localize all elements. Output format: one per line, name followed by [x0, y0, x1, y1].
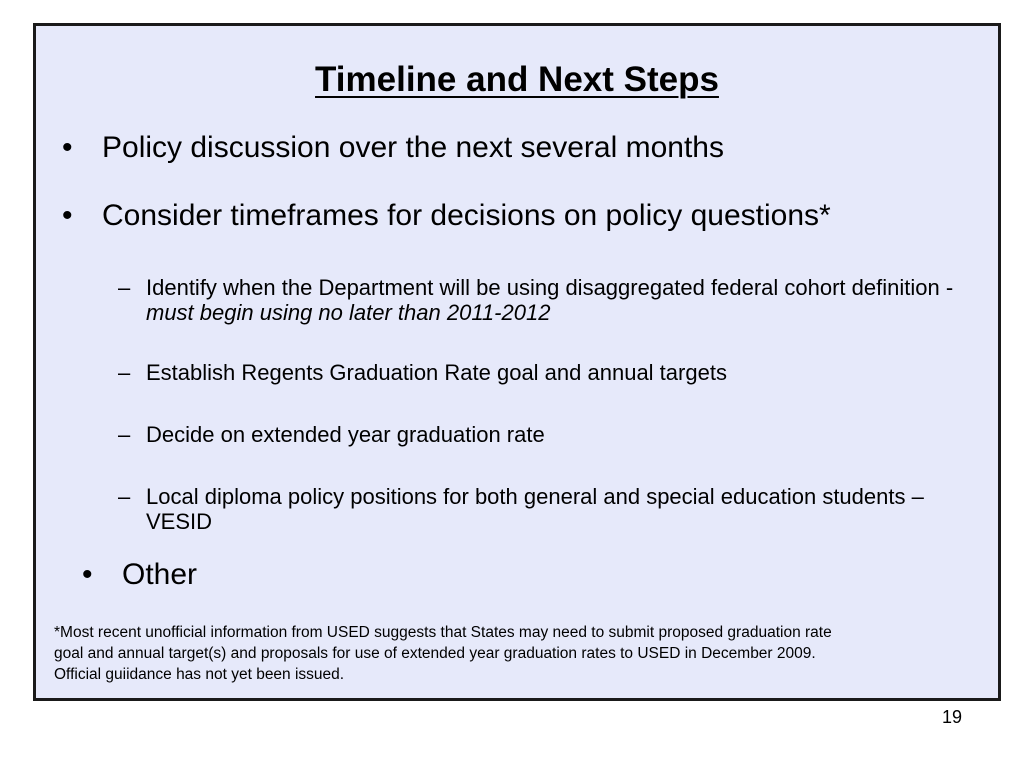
sub-bullet-text: Decide on extended year graduation rate — [146, 422, 545, 447]
bullet-text: Consider timeframes for decisions on policy questions* — [102, 199, 831, 232]
bullet-text: Other — [122, 558, 198, 591]
sub-bullet-local-diploma — [118, 484, 978, 534]
footnote-line: Official guiidance has not yet been issued. — [54, 666, 345, 683]
bullet-marker: • — [62, 199, 73, 232]
page-number: 19 — [941, 707, 962, 727]
sub-bullet-establish-goal — [118, 360, 978, 385]
sub-bullet-extended-year — [118, 422, 978, 447]
slide-title: Timeline and Next Steps — [315, 60, 719, 99]
footnote — [54, 622, 954, 685]
slide-content-box — [33, 23, 1001, 701]
footnote-line: goal and annual target(s) and proposals for use of extended year graduation rates to USED in December 2009. — [54, 645, 816, 662]
sub-bullet-text: Establish Regents Graduation Rate goal and annual targets — [146, 360, 727, 385]
sub-bullet-marker: – — [118, 484, 131, 509]
sub-bullet-identify-cohort — [118, 275, 978, 325]
sub-bullet-text: Local diploma policy positions for both general and special education students – VESID — [146, 484, 924, 534]
bullet-marker: • — [82, 558, 93, 591]
bullet-text: Policy discussion over the next several months — [102, 131, 724, 164]
sub-bullet-marker: – — [118, 275, 131, 300]
footnote-line: *Most recent unofficial information from USED suggests that States may need to submit proposed graduation rate — [54, 624, 832, 641]
sub-bullet-marker: – — [118, 360, 131, 385]
bullet-marker: • — [62, 131, 73, 164]
sub-bullet-marker: – — [118, 422, 131, 447]
sub-bullet-emphasis: must begin using no later than 2011-2012 — [146, 300, 551, 325]
sub-bullet-text: Identify when the Department will be using disaggregated federal cohort definition - — [146, 275, 954, 300]
